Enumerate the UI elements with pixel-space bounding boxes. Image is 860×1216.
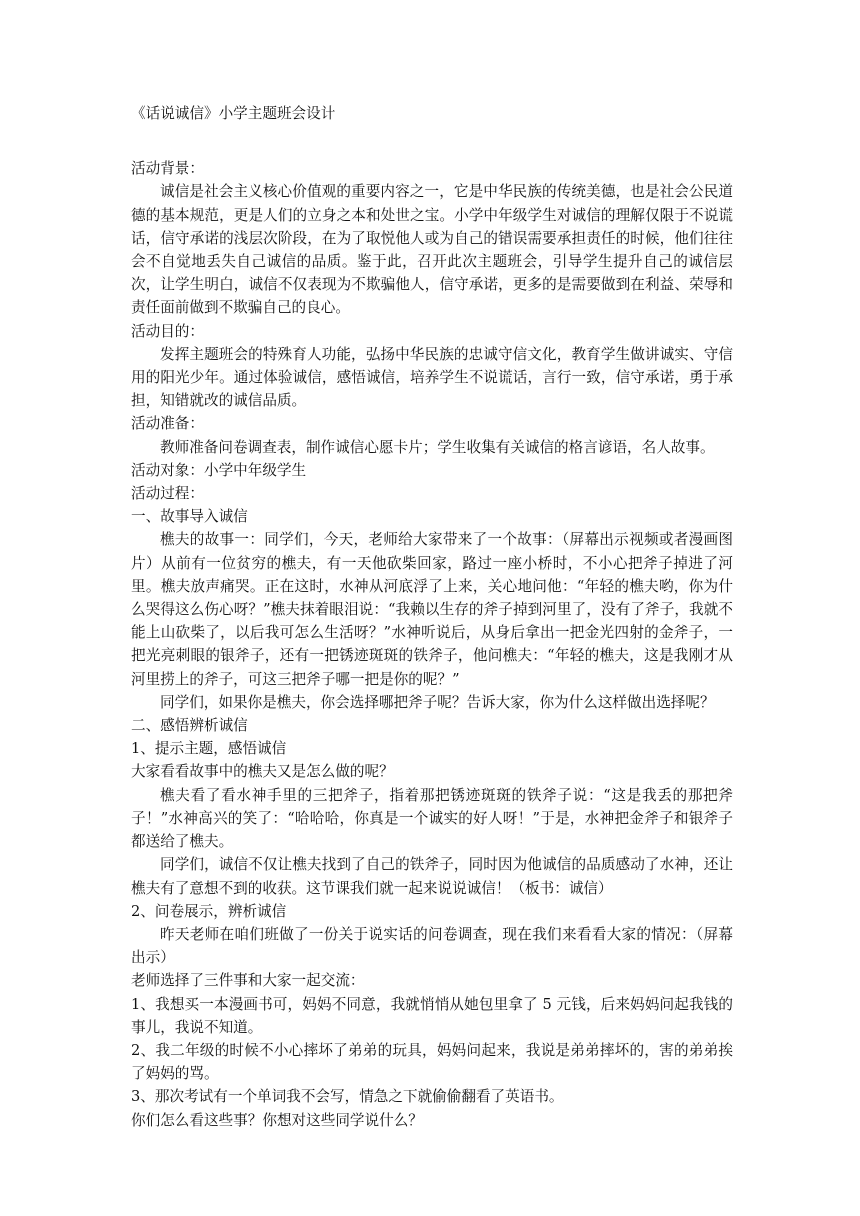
target-line: 活动对象：小学中年级学生	[131, 461, 307, 479]
list-item: 1、我想买一本漫画书可，妈妈不同意，我就悄悄从她包里拿了 5 元钱，后来妈妈问起我钱的事儿，我说不知道。	[131, 995, 733, 1036]
story-question: 同学们，如果你是樵夫，你会选择哪把斧子呢？告诉大家，你为什么这样做出选择呢？	[160, 693, 715, 711]
process-heading: 活动过程：	[131, 485, 204, 503]
background-heading: 活动背景：	[131, 160, 204, 178]
document-page	[131, 102, 733, 1132]
section1-heading: 一、故事导入诚信	[131, 508, 248, 526]
background-paragraph: 诚信是社会主义核心价值观的重要内容之一，它是中华民族的传统美德，也是社会公民道德的基本规范，更是人们的立身之本和处世之宝。小学中年级学生对诚信的理解仅限于不说谎话，信守承诺的浅层次阶段，在为了取悦他人或为自己的错误需要承担责任的时候，他们往往会不自觉地丢失自己诚信的品质。鉴于此，召开此次主题班会，引导学生提升自己的诚信层次，让学生明白，诚信不仅表现为不欺骗他人，信守承诺，更多的是需要做到在利益、荣辱和责任面前做到不欺骗自己的良心。	[131, 183, 733, 317]
sub1-paragraph-1: 樵夫看了看水神手里的三把斧子，指着那把锈迹斑斑的铁斧子说：“这是我丢的那把斧子！”水神高兴的笑了：“哈哈哈，你真是一个诚实的好人呀！”于是，水神把金斧子和银斧子都送给了樵夫。	[131, 786, 733, 851]
list-item: 2、我二年级的时候不小心摔坏了弟弟的玩具，妈妈问起来，我说是弟弟摔坏的，害的弟弟挨了妈妈的骂。	[131, 1041, 733, 1083]
document-title: 《话说诚信》小学主题班会设计	[131, 105, 336, 122]
section2-heading: 二、感悟辨析诚信	[131, 717, 248, 735]
sub1-paragraph-2: 同学们，诚信不仅让樵夫找到了自己的铁斧子，同时因为他诚信的品质感动了水神，还让樵夫有了意想不到的收获。这节课我们就一起来说说诚信！（板书：诚信）	[131, 856, 733, 897]
closing-question: 你们怎么看这些事？你想对这些同学说什么？	[131, 1111, 423, 1129]
list-item: 3、那次考试有一个单词我不会写，情急之下就偷偷翻看了英语书。	[131, 1088, 564, 1106]
sub1-heading: 1、提示主题，感悟诚信	[131, 740, 287, 758]
sub2-heading: 2、问卷展示，辨析诚信	[131, 902, 287, 920]
sub2-paragraph-1: 昨天老师在咱们班做了一份关于说实话的问卷调查，现在我们来看看大家的情况：（屏幕出示）	[131, 925, 733, 967]
prep-heading: 活动准备：	[131, 415, 204, 433]
goal-paragraph: 发挥主题班会的特殊育人功能，弘扬中华民族的忠诚守信文化，教育学生做讲诚实、守信用的阳光少年。通过体验诚信，感悟诚信，培养学生不说谎话，言行一致，信守承诺，勇于承担，知错就改的诚信品质。	[131, 345, 733, 410]
sub1-lead: 大家看看故事中的樵夫又是怎么做的呢？	[131, 763, 394, 781]
goal-heading: 活动目的：	[131, 322, 204, 340]
sub2-lead: 老师选择了三件事和大家一起交流：	[131, 972, 365, 990]
prep-paragraph: 教师准备问卷调查表，制作诚信心愿卡片；学生收集有关诚信的格言谚语，名人故事。	[160, 438, 715, 456]
story-paragraph: 樵夫的故事一：同学们，今天，老师给大家带来了一个故事：（屏幕出示视频或者漫画图片）从前有一位贫穷的樵夫，有一天他砍柴回家，路过一座小桥时，不小心把斧子掉进了河里。樵夫放声痛哭。正在这时，水神从河底浮了上来，关心地问他：“年轻的樵夫哟，你为什么哭得这么伤心呀？”樵夫抹着眼泪说：“我赖以生存的斧子掉到河里了，没有了斧子，我就不能上山砍柴了，以后我可怎么生活呀？”水神听说后，从身后拿出一把金光四射的金斧子，一把光亮刺眼的银斧子，还有一把锈迹斑斑的铁斧子，他问樵夫：“年轻的樵夫，这是我刚才从河里捞上的斧子，可这三把斧子哪一把是你的呢？”	[131, 531, 733, 688]
